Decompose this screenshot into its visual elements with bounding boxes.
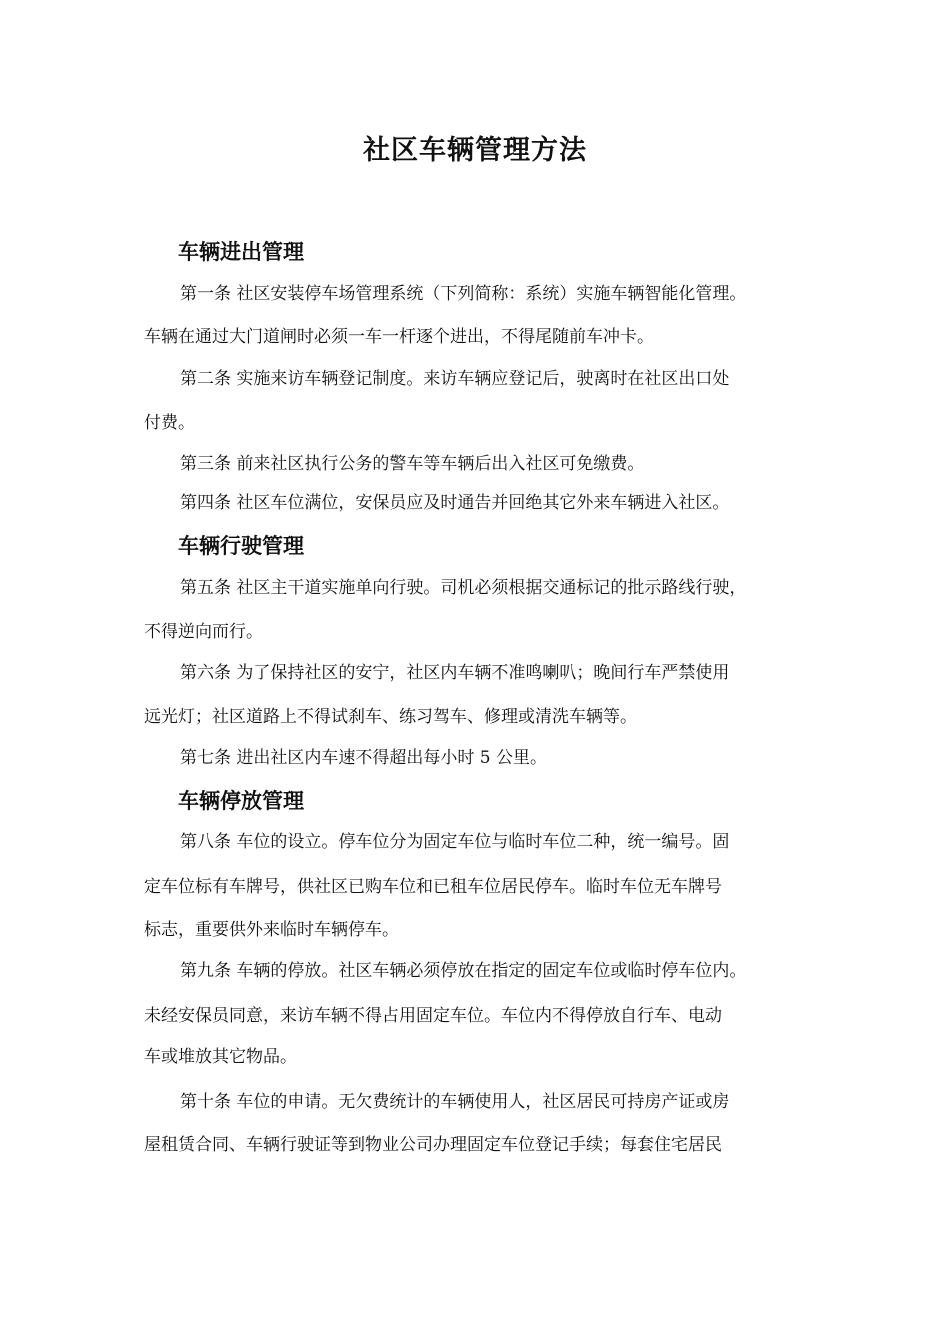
paragraph-line: 屋租赁合同、车辆行驶证等到物业公司办理固定车位登记手续；每套住宅居民 — [144, 1135, 722, 1155]
section-heading-parking: 车辆停放管理 — [178, 789, 304, 813]
paragraph-line: 定车位标有车牌号，供社区已购车位和已租车位居民停车。临时车位无车牌号 — [144, 877, 722, 897]
paragraph-line: 第三条 前来社区执行公务的警车等车辆后出入社区可免缴费。 — [180, 454, 645, 474]
paragraph-line: 第八条 车位的设立。停车位分为固定车位与临时车位二种，统一编号。固 — [180, 832, 730, 852]
paragraph-line: 第二条 实施来访车辆登记制度。来访车辆应登记后，驶离时在社区出口处 — [180, 369, 730, 389]
paragraph-line: 第一条 社区安装停车场管理系统（下列简称：系统）实施车辆智能化管理。 — [180, 284, 747, 304]
paragraph-line: 付费。 — [144, 413, 195, 433]
paragraph-line: 未经安保员同意，来访车辆不得占用固定车位。车位内不得停放自行车、电动 — [144, 1006, 722, 1026]
paragraph-line: 远光灯；社区道路上不得试刹车、练习驾车、修理或清洗车辆等。 — [144, 707, 637, 727]
paragraph-line: 第十条 车位的申请。无欠费统计的车辆使用人，社区居民可持房产证或房 — [180, 1092, 730, 1112]
section-heading-driving: 车辆行驶管理 — [178, 534, 304, 558]
paragraph-line: 第七条 进出社区内车速不得超出每小时 5 公里。 — [180, 748, 548, 768]
paragraph-line: 标志，重要供外来临时车辆停车。 — [144, 920, 399, 940]
section-heading-entry-exit: 车辆进出管理 — [178, 240, 304, 264]
document-title: 社区车辆管理方法 — [363, 135, 587, 166]
paragraph-line: 不得逆向而行。 — [144, 622, 263, 642]
paragraph-line: 第四条 社区车位满位，安保员应及时通告并回绝其它外来车辆进入社区。 — [180, 493, 730, 513]
paragraph-line: 第六条 为了保持社区的安宁，社区内车辆不准鸣喇叭；晚间行车严禁使用 — [180, 663, 730, 683]
paragraph-line: 车辆在通过大门道闸时必须一车一杆逐个进出，不得尾随前车冲卡。 — [144, 327, 654, 347]
paragraph-line: 第五条 社区主干道实施单向行驶。司机必须根据交通标记的批示路线行驶， — [180, 578, 747, 598]
paragraph-line: 车或堆放其它物品。 — [144, 1047, 297, 1067]
paragraph-line: 第九条 车辆的停放。社区车辆必须停放在指定的固定车位或临时停车位内。 — [180, 961, 747, 981]
